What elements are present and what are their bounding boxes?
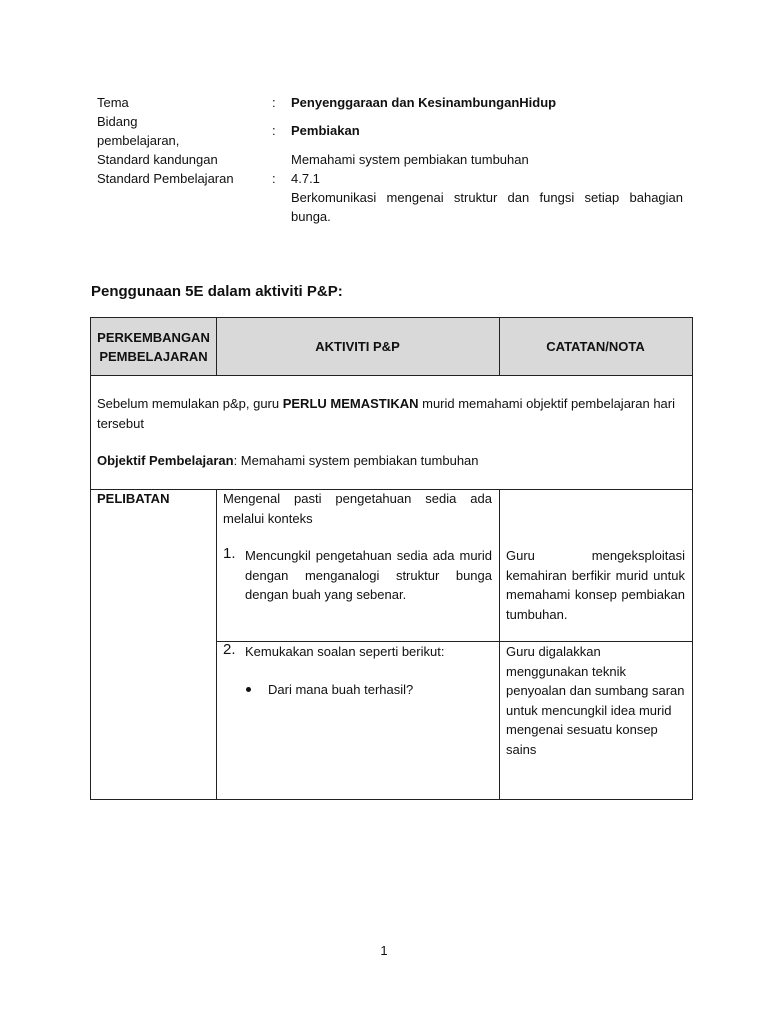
table-divider [499, 489, 500, 799]
activity-number: 1. [223, 545, 236, 562]
bullet-icon [246, 687, 251, 692]
objective-line [97, 451, 687, 471]
value-standard-kandungan: Memahami system pembiakan tumbuhan [291, 152, 529, 167]
intro-text [97, 394, 687, 433]
objective-label: Objektif Pembelajaran [97, 453, 234, 468]
th-perkembangan-label: PERKEMBANGAN PEMBELAJARAN [97, 329, 210, 364]
label-tema: Tema [97, 95, 129, 110]
page-number: 1 [380, 943, 388, 958]
label-standard-kandungan: Standard kandungan [97, 152, 218, 167]
note-text: Guru mengeksploitasi kemahiran berfikir murid untuk memahami konsep pembiakan tumbuhan. [506, 548, 685, 622]
value-standard-code: 4.7.1 [291, 171, 320, 186]
colon: : [272, 171, 276, 186]
section-heading: Penggunaan 5E dalam aktiviti P&P: [91, 283, 343, 300]
label-standard-pembelajaran: Standard Pembelajaran [97, 171, 234, 186]
bullet-question: Dari mana buah terhasil? [268, 682, 414, 697]
phase-label: PELIBATAN [97, 491, 170, 506]
colon: : [272, 123, 276, 138]
table-divider [216, 318, 217, 375]
activity-intro: Mengenal pasti pengetahuan sedia ada melalui konteks [223, 491, 492, 526]
activity-number: 2. [223, 641, 236, 658]
th-catatan-label: CATATAN/NOTA [546, 339, 645, 354]
th-aktiviti-label: AKTIVITI P&P [315, 339, 400, 354]
intro-prefix: Sebelum memulakan p&p, guru [97, 396, 283, 411]
activity-text: Mencungkil pengetahuan sedia ada murid dengan menganalogi struktur bunga dengan buah yang sebenar. [245, 548, 492, 602]
value-bidang: Pembiakan [291, 123, 360, 138]
objective-value: : Memahami system pembiakan tumbuhan [233, 453, 479, 468]
note-text: Guru digalakkan menggunakan teknik penyoalan dan sumbang saran untuk mencungkil idea murid mengenai sesuatu konsep sains [506, 644, 685, 757]
value-tema: Penyenggaraan dan KesinambunganHidup [291, 95, 557, 110]
value-standard-pembelajaran: Berkomunikasi mengenai struktur dan fungsi setiap bahagian bunga. [291, 190, 683, 224]
activity-text: Kemukakan soalan seperti berikut: [245, 644, 445, 659]
table-divider [91, 375, 692, 376]
intro-suffix: murid memahami objektif pembelajaran hari tersebut [97, 396, 676, 431]
label-bidang: Bidang pembelajaran, [97, 114, 180, 148]
intro-emphasis: PERLU MEMASTIKAN [282, 396, 419, 411]
table-divider [216, 489, 217, 799]
table-divider [499, 318, 500, 375]
colon: : [272, 95, 276, 110]
